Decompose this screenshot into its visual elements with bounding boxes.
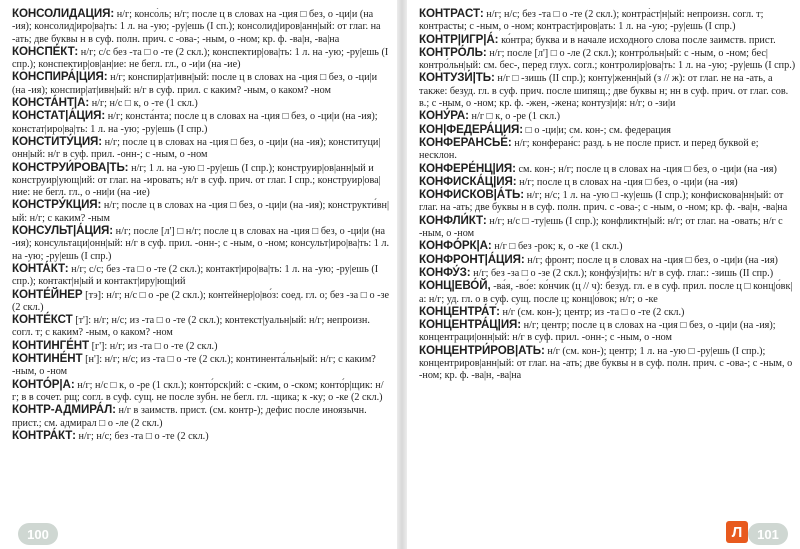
entry-body: н/г; н/с □ к, о -ре (1 скл.); конто́рск|ий: с -ским, о -ском; конто́р|щик: н/г; в в сочет. рщ; согл. в суф. сущ. не после зубн. не бегл. гл. -щика; к -ку; о -ке (2 скл.)	[12, 379, 384, 403]
entry-headword: КОНТР-АДМИРА́Л:	[12, 403, 116, 417]
entry-body: н/г; центр; после ц в словах на -ция □ без, о -ци|и (на -ия); концентраци|онн|ый: н/г в суф. прил. -онн-; с -ным, о -ном	[419, 320, 776, 344]
entry-body: н/г; н/с; без -та □ о -те (2 скл.); контра́ст|н|ый: непроизн. согл. т; контрасты; с -ным, о -ном; контраст|иров|ать: 1 л. на -ую; -ру|ешь (I спр.)	[419, 9, 764, 33]
dictionary-entry	[12, 71, 390, 96]
dictionary-entry	[12, 199, 390, 224]
dictionary-entry	[12, 263, 390, 288]
entry-headword: КОНФЛИ́КТ:	[419, 213, 487, 227]
entry-body: н/г □ -зишь (II спр.); конту|женн|ый (з // ж): от глаг. не на -ать, а также: безуд. гл. в суф. прич. после шипящ.; две буквы н; нн в суф. прич. от глаг. сов. в.; с -ным, о -ном; кр. ф. -жен, -жена; контуз|и|я: н/г; о -зи|и	[419, 73, 789, 110]
entry-body: [т']: н/г; н/с; из -та □ о -те (2 скл.); контекст|уальн|ый: н/г; непроизн. согл. т; с каким? -ным, о каком? -ном	[12, 315, 370, 339]
entry-body: □ о -ци|и; см. кон-; см. федерация	[525, 124, 671, 136]
entry-headword: КОНТИНГЕ́НТ	[12, 338, 90, 352]
entry-headword: КОНЦЕНТРИ́РОВ|АТЬ:	[419, 343, 545, 357]
dictionary-entry	[12, 314, 390, 339]
entry-body: [н']: н/г; н/с; из -та □ о -те (2 скл.); континента́льн|ый: н/г; с каким? -ным, о -ном	[12, 354, 376, 378]
dictionary-entry	[12, 225, 390, 262]
dictionary-entry	[12, 289, 390, 314]
entry-body: н/г; конста́нта; после ц в словах на -ция □ без, о -ци|и (на -ия); констат|иро|ва|ть: 1 л. на -ую; -ру|ешь (I спр.)	[12, 111, 378, 135]
entry-headword: КОНЦЕНТРА́Ц|ИЯ:	[419, 318, 522, 332]
dictionary-entry	[419, 254, 797, 266]
entry-headword: КОНСОЛИДА́ЦИЯ:	[12, 8, 115, 20]
dictionary-entry	[419, 72, 797, 109]
entry-body: ко́нтра; буква и в начале исходного слова после заимств. прист.	[501, 34, 776, 46]
dictionary-entry	[419, 163, 797, 175]
entry-headword: КОНФЕРАНСЬЕ́:	[419, 135, 512, 149]
entry-headword: КОНТУЗИ́|ТЬ:	[419, 71, 495, 85]
dictionary-entry	[12, 379, 390, 404]
entry-body: н/г; без -за □ о -зе (2 скл.); конфу́з|и|ть: н/г в суф. глаг.: -зишь (II спр.)	[473, 267, 774, 279]
entry-body: н/г; после ц в словах на -ция □ без, о -ци|и (на -ия)	[519, 176, 738, 188]
dictionary-entry	[12, 340, 390, 352]
entry-headword: КОН|ФЕДЕРА́ЦИЯ:	[419, 122, 524, 136]
left-page-column	[12, 8, 390, 528]
entry-body: н/г; с/с; без -та □ о -те (2 скл.); контакт|иро|ва|ть: 1 л. на -ую; -ру|ешь (I спр.); контакт|н|ый и контакт|иру|ющ|ий	[12, 263, 379, 288]
entry-headword: КОНСТА́НТ|А:	[12, 96, 90, 110]
entry-headword: КОНТА́КТ:	[12, 261, 69, 275]
entry-headword: КОНСУЛЬТ|А́ЦИЯ:	[12, 224, 114, 238]
entry-headword: КОНТРО́ЛЬ:	[419, 45, 487, 59]
dictionary-entry	[419, 47, 797, 72]
entry-body: н/г; н/с □ -ту|ешь (I спр.); конфликтн|ый: н/г; от глаг. на -овать; н/г с -ным, о -ном	[419, 215, 783, 240]
dictionary-entry	[12, 404, 390, 429]
entry-headword: КОНТРА́СТ:	[419, 8, 484, 20]
entry-body: см. кон-; н/г; после ц в словах на -ция □ без, о -ци|и (на -ия)	[518, 163, 777, 175]
entry-body: [г']: н/г; из -та □ о -те (2 скл.)	[91, 340, 218, 352]
dictionary-entry	[419, 240, 797, 252]
dictionary-entry	[12, 353, 390, 378]
entry-headword: КОНТЕ́ЙНЕР	[12, 287, 83, 301]
book-gutter	[397, 0, 407, 549]
dictionary-entry	[419, 267, 797, 279]
entry-body: н/г; н/с; без -та □ о -те (2 скл.)	[78, 430, 209, 442]
entry-headword: КОНСПЕ́КТ:	[12, 44, 79, 58]
entry-body: н/г (см. кон-); центр; из -та □ о -те (2 скл.)	[502, 306, 685, 318]
dictionary-entry	[419, 110, 797, 122]
entry-body: н/г; н/с □ к, о -те (1 скл.)	[91, 98, 198, 110]
entry-headword: КОНТО́Р|А:	[12, 377, 75, 391]
dictionary-entry	[12, 430, 390, 442]
entry-body: н/г; после [л'] □ н/г; после ц в словах на -ция □ без, о -ци|и (на -ия); консультаци|онн|ый: н/г в суф. прил. -онн-; с -ным, о -ном; консульт|иро|ва|ть: 1 л. на -ую; -ру|ешь (I спр.)	[12, 226, 390, 262]
entry-body: н/г; конспир|ат|ивн|ый: после ц в словах на -ция □ без, о -ци|и (на -ия); конспир|ат|ивн|ый: н/г в суф. прил. с каким? -ным, о каком? -ном	[12, 72, 378, 96]
entry-body: н/г; конферан́с: разд. ь не после прист. и перед буквой е; несклон.	[419, 137, 759, 162]
entry-body: н/г; с/с без -та □ о -те (2 скл.); конспектир|ова|ть: 1 л. на -ую; -ру|ешь (I спр.); конспектир|ов|ан|ие: не бегл. гл., о -и|и (на -ие)	[12, 46, 389, 71]
entry-body: н/г □ без -рок; к, о -ке (1 скл.)	[494, 241, 623, 253]
entry-headword: КОНСТИТУ́ЦИЯ:	[12, 134, 103, 148]
dictionary-entry	[419, 280, 797, 305]
dictionary-entry	[12, 8, 390, 45]
entry-headword: КОНТРА́КТ:	[12, 428, 76, 442]
page-number-left: 100	[18, 523, 58, 545]
entry-body: -ва́я, -во́е: ко́нчик (ц // ч): безуд. гл. е в суф. прил. после ц □ конц|о́вк|а: н/г; уд. гл. о в суф. сущ. после ц; конц|о́вок; н/г; о -ке	[419, 281, 793, 305]
dictionary-entry	[419, 345, 797, 382]
entry-headword: КОНФО́РК|А:	[419, 239, 492, 253]
dictionary-entry	[12, 97, 390, 109]
entry-body: н/г; фронт; после ц в словах на -ция □ без, о -ци|и (на -ия)	[527, 254, 778, 266]
entry-headword: КОНСТРУИ́РОВА|ТЬ:	[12, 160, 129, 174]
entry-body: [тэ]: н/г; н/с □ о -ре (2 скл.); контейнер|о|во́з: соед. гл. о; без -за □ о -зе (2 скл.)	[12, 289, 390, 313]
entry-headword: КОНЦЕНТРА́Т:	[419, 304, 500, 318]
entry-headword: КОНЦ|ЕВО́Й,	[419, 279, 491, 293]
dictionary-entry	[12, 162, 390, 199]
entry-body: н/г; после ц в словах на -ция □ без, о -ци|и (на -ия); конституци|онн|ый: н/г в суф. прил. -онн-; с -ным, о -ном	[12, 136, 381, 161]
entry-headword: КОНУ́РА:	[419, 109, 469, 123]
entry-headword: КОНСТАТ|А́ЦИЯ:	[12, 109, 106, 123]
page-number-right: 101	[748, 523, 788, 545]
dictionary-entry	[12, 136, 390, 161]
entry-headword: КОНФУ́З:	[419, 265, 471, 279]
dictionary-entry	[419, 306, 797, 318]
dictionary-entry	[419, 8, 797, 33]
dictionary-entry	[419, 319, 797, 344]
entry-body: н/г □ к, о -ре (1 скл.)	[471, 111, 561, 123]
entry-body: н/г; 1 л. на -ую □ -ру|ешь (I спр.); конструир|ов|анн|ый и конструир|ующ|ий: от глаг. на -ировать; н/г в суф. прич. от глаг. I спр.; конструир|ова|ние: не бегл. гл., о -ни|и (на -ие)	[12, 162, 381, 199]
publisher-logo: Л	[726, 521, 748, 543]
entry-body: н/г (см. кон-); центр; 1 л. на -ую □ -ру|ешь (I спр.); концентриров|анн|ый: от глаг. на -ать; две буквы н в суф. полн. прич. с -ова-; с -ным, о -ном; кр. ф. -ва|н, -ва|на	[419, 345, 793, 382]
dictionary-entry	[12, 46, 390, 71]
entry-headword: КОНФИСКА́Ц|ИЯ:	[419, 174, 517, 188]
entry-body: н/г в заимств. прист. (см. контр-); дефис после иноязычн. прист.; см. адмирал □ о -ле (2 скл.)	[12, 405, 367, 429]
entry-body: н/г; после [л'] □ о -ле (2 скл.); контро́льн|ый: с -ным, о -ном; бес|контро́льн|ый: см. бес-, перед глух. согл.; контролир|ова|ть: 1 л. на -ую; -ру|ешь (I спр.)	[419, 47, 796, 72]
right-page-column	[419, 8, 797, 528]
entry-headword: КОНФРОНТ|А́ЦИЯ:	[419, 252, 525, 266]
entry-body: н/г; после ц в словах на -ция □ без, о -ци|и (на -ия); конструкти́вн|ый: н/г; с каким? -ным	[12, 200, 390, 224]
entry-headword: КОНСПИРА́|ЦИЯ:	[12, 70, 108, 84]
entry-headword: КОНФЕРЕ́НЦ|ИЯ:	[419, 161, 516, 175]
entry-headword: КОНФИСКОВ|А́ТЬ:	[419, 188, 525, 202]
entry-headword: КОНТИНЕ́НТ	[12, 352, 83, 366]
entry-headword: КОНСТРУ́КЦИЯ:	[12, 198, 102, 212]
entry-body: н/г; н/с; 1 л. на -ую □ -ку|ешь (I спр.); конфискова|нн|ый: от глаг. на -ать; две буквы н в суф. полн. прич. с -ова-; с -ным, о -ном; кр. ф. -ва|н, -ва|на	[419, 190, 788, 214]
dictionary-entry	[419, 189, 797, 214]
dictionary-entry	[12, 110, 390, 135]
dictionary-entry	[419, 176, 797, 188]
entry-body: н/г; консо́ль; н/г; после ц в словах на -ция □ без, о -ци|и (на -ия); консолид|иро|ва|ть: 1 л. на -ую; -ру|ешь (I сп.); консолид|иров|анн|ый: от глаг. на -ать; две буквы н в суф. полн. прич. с -ова-; -ным, о -ном; кр. ф. -ва|н, -ва|на	[12, 9, 381, 45]
dictionary-entry	[419, 137, 797, 162]
entry-headword: КОНТР|ИГР|А́:	[419, 32, 499, 46]
dictionary-entry	[419, 124, 797, 136]
dictionary-entry	[419, 215, 797, 240]
dictionary-entry	[419, 34, 797, 46]
entry-headword: КОНТЕ́КСТ	[12, 313, 73, 327]
